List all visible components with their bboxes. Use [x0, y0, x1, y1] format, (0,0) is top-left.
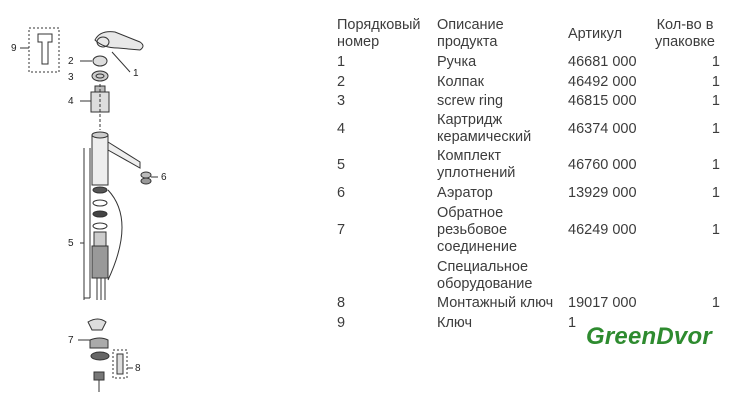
header-number: Порядковый номер	[337, 17, 421, 50]
row-description: Аэратор	[437, 185, 493, 201]
key-box	[29, 28, 59, 72]
key-shape	[38, 34, 52, 64]
row-quantity: 1	[711, 295, 720, 311]
callout-2: 2	[68, 56, 74, 67]
spout-body	[92, 135, 108, 185]
cap-part	[93, 56, 107, 66]
row-sku: 13929 000	[568, 185, 637, 201]
seal-ring	[93, 187, 107, 193]
row-description: Комплект уплотнений	[437, 148, 516, 181]
row-number: 8	[337, 295, 346, 311]
callout-9: 9	[11, 43, 17, 54]
callout-4: 4	[68, 96, 74, 107]
brand-logo: GreenDvor	[586, 323, 712, 350]
callout-3: 3	[68, 72, 74, 83]
row-sku: 46681 000	[568, 54, 637, 70]
row-sku: 46249 000	[568, 222, 637, 238]
row-number: 7	[337, 222, 346, 238]
row-description: Колпак	[437, 74, 484, 90]
screw-ring-part	[92, 71, 108, 81]
callout-6: 6	[161, 172, 167, 183]
row-quantity: 1	[711, 54, 720, 70]
row-number: 5	[337, 157, 346, 173]
row-description: screw ring	[437, 93, 504, 109]
row-quantity: 1	[711, 121, 720, 137]
row-quantity: 1	[711, 185, 720, 201]
row-quantity: 1	[711, 222, 720, 238]
spout-arm	[108, 142, 140, 168]
row-sku: 46815 000	[568, 93, 637, 109]
row-quantity: 1	[711, 74, 720, 90]
row-description: Ручка	[437, 54, 477, 70]
callout-5: 5	[68, 238, 74, 249]
row-description: Картридж керамический	[437, 112, 532, 145]
special-equipment-heading: Специальное оборудование	[437, 259, 533, 292]
row-number: 6	[337, 185, 346, 201]
exploded-parts-diagram	[0, 0, 320, 414]
callout-8: 8	[135, 363, 141, 374]
row-number: 2	[337, 74, 346, 90]
row-sku: 46760 000	[568, 157, 637, 173]
row-number: 9	[337, 315, 346, 331]
row-description: Обратное резьбовое соединение	[437, 205, 518, 255]
row-quantity: 1	[711, 93, 720, 109]
row-sku: 19017 000	[568, 295, 637, 311]
header-description: Описание продукта	[437, 17, 504, 50]
row-number: 4	[337, 121, 346, 137]
callout-1: 1	[133, 68, 139, 79]
back-connector	[88, 319, 106, 330]
row-description: Монтажный ключ	[437, 295, 554, 311]
row-number: 3	[337, 93, 346, 109]
hose-connector	[92, 246, 108, 278]
row-quantity: 1	[711, 157, 720, 173]
aerator-part	[141, 172, 151, 178]
row-sku: 1	[568, 315, 577, 331]
row-description: Ключ	[437, 315, 473, 331]
row-number: 1	[337, 54, 346, 70]
row-sku: 46374 000	[568, 121, 637, 137]
callout-7: 7	[68, 335, 74, 346]
header-quantity: Кол-во в упаковке	[654, 17, 715, 50]
row-sku: 46492 000	[568, 74, 637, 90]
header-sku: Артикул	[568, 26, 623, 42]
